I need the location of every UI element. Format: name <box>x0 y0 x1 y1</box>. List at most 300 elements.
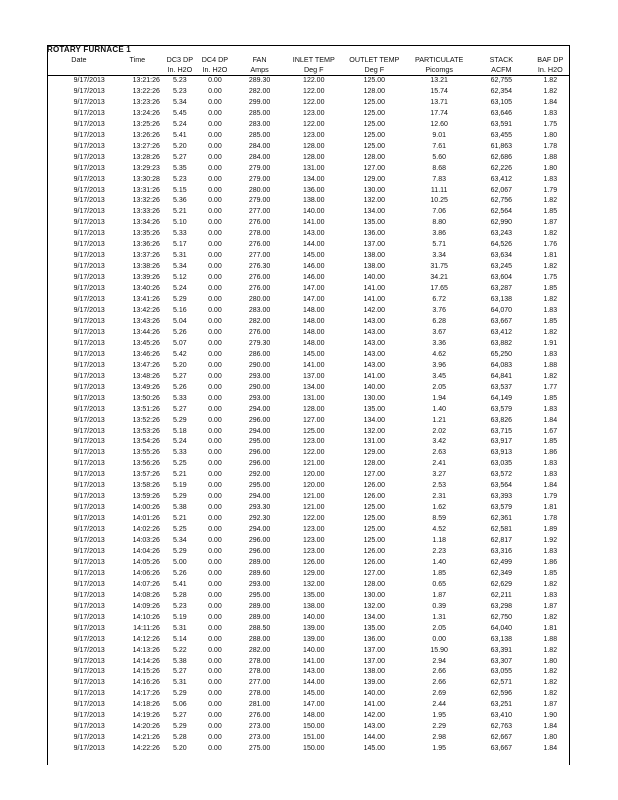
cell-stack-acfm: 64,149 <box>490 394 513 402</box>
cell-particulate: 5.60 <box>432 153 446 161</box>
table-row <box>47 525 570 536</box>
cell-dc4-dp: 0.00 <box>208 635 222 643</box>
cell-dc4-dp: 0.00 <box>208 723 222 731</box>
cell-fan-amps: 290.00 <box>248 361 271 369</box>
cell-date: 9/17/2013 <box>73 339 105 347</box>
cell-time: 14:02:26 <box>132 526 160 534</box>
cell-date: 9/17/2013 <box>73 427 105 435</box>
cell-baf-dp: 1.82 <box>543 77 558 84</box>
cell-dc3-dp: 5.27 <box>173 153 187 161</box>
cell-time: 13:35:26 <box>132 230 160 238</box>
cell-outlet-temp: 127.00 <box>363 164 386 172</box>
cell-particulate: 1.40 <box>432 405 446 413</box>
cell-dc3-dp: 5.28 <box>173 734 187 742</box>
cell-baf-dp: 1.87 <box>543 701 558 709</box>
table-row <box>47 361 570 372</box>
cell-time: 14:03:26 <box>132 537 160 545</box>
cell-baf-dp: 1.80 <box>543 131 558 139</box>
cell-baf-dp: 1.85 <box>543 394 558 402</box>
cell-inlet-temp: 121.00 <box>303 460 325 468</box>
cell-dc4-dp: 0.00 <box>208 230 222 238</box>
cell-inlet-temp: 138.00 <box>303 197 325 205</box>
cell-dc4-dp: 0.00 <box>208 328 222 336</box>
cell-inlet-temp: 151.00 <box>303 734 325 742</box>
cell-inlet-temp: 145.00 <box>303 350 325 358</box>
cell-dc3-dp: 5.26 <box>173 328 187 336</box>
cell-outlet-temp: 129.00 <box>363 175 386 183</box>
cell-inlet-temp: 121.00 <box>303 493 325 501</box>
cell-baf-dp: 1.84 <box>543 482 558 490</box>
cell-fan-amps: 293.00 <box>248 580 271 588</box>
cell-stack-acfm: 63,579 <box>490 405 513 413</box>
cell-baf-dp: 1.84 <box>543 723 558 731</box>
cell-dc4-dp: 0.00 <box>208 120 222 128</box>
cell-dc3-dp: 5.31 <box>173 252 187 260</box>
cell-particulate: 13.71 <box>430 98 448 106</box>
column-unit-date <box>47 65 111 76</box>
cell-stack-acfm: 63,055 <box>490 668 513 676</box>
cell-baf-dp: 1.88 <box>543 361 558 369</box>
cell-date: 9/17/2013 <box>73 438 105 446</box>
cell-inlet-temp: 131.00 <box>303 164 325 172</box>
cell-baf-dp: 1.83 <box>543 591 558 599</box>
table-row <box>47 448 570 459</box>
cell-date: 9/17/2013 <box>73 186 105 194</box>
cell-date: 9/17/2013 <box>73 547 105 555</box>
cell-dc3-dp: 5.36 <box>173 197 187 205</box>
cell-inlet-temp: 122.00 <box>303 515 325 523</box>
cell-date: 9/17/2013 <box>73 405 105 413</box>
cell-dc4-dp: 0.00 <box>208 252 222 260</box>
cell-dc3-dp: 5.34 <box>173 98 187 106</box>
cell-fan-amps: 277.00 <box>248 208 271 216</box>
table-row <box>47 646 570 657</box>
cell-outlet-temp: 128.00 <box>363 153 386 161</box>
column-header-particulate: PARTICULATE <box>415 55 464 64</box>
cell-particulate: 2.94 <box>432 657 446 665</box>
cell-stack-acfm: 62,596 <box>490 690 513 698</box>
cell-dc3-dp: 5.23 <box>173 77 187 84</box>
table-row <box>47 120 570 131</box>
cell-baf-dp: 1.82 <box>543 679 558 687</box>
cell-baf-dp: 1.82 <box>543 230 558 238</box>
cell-baf-dp: 1.85 <box>543 569 558 577</box>
cell-stack-acfm: 62,756 <box>490 197 513 205</box>
cell-particulate: 7.83 <box>432 175 446 183</box>
table-row <box>47 196 570 207</box>
cell-inlet-temp: 150.00 <box>303 723 325 731</box>
cell-time: 13:56:26 <box>132 460 160 468</box>
cell-inlet-temp: 150.00 <box>303 745 325 753</box>
cell-baf-dp: 1.82 <box>543 197 558 205</box>
cell-outlet-temp: 136.00 <box>363 635 386 643</box>
cell-stack-acfm: 62,349 <box>490 569 513 577</box>
table-row <box>47 109 570 120</box>
cell-dc4-dp: 0.00 <box>208 712 222 720</box>
cell-time: 13:32:26 <box>132 197 160 205</box>
cell-particulate: 15.90 <box>430 646 448 654</box>
cell-baf-dp: 1.82 <box>543 263 558 271</box>
cell-date: 9/17/2013 <box>73 701 105 709</box>
cell-inlet-temp: 148.00 <box>303 317 325 325</box>
cell-inlet-temp: 123.00 <box>303 131 325 139</box>
table-row <box>47 700 570 711</box>
cell-date: 9/17/2013 <box>73 197 105 205</box>
cell-time: 14:15:26 <box>132 668 160 676</box>
cell-dc4-dp: 0.00 <box>208 383 222 391</box>
cell-outlet-temp: 135.00 <box>363 405 386 413</box>
cell-time: 13:34:26 <box>132 219 160 227</box>
cell-baf-dp: 1.82 <box>543 646 558 654</box>
cell-fan-amps: 275.00 <box>248 745 271 753</box>
table-row <box>47 273 570 284</box>
cell-dc3-dp: 5.19 <box>173 613 187 621</box>
cell-baf-dp: 1.78 <box>543 142 558 150</box>
cell-baf-dp: 1.82 <box>543 328 558 336</box>
cell-dc4-dp: 0.00 <box>208 537 222 545</box>
cell-particulate: 3.34 <box>432 252 446 260</box>
cell-inlet-temp: 122.00 <box>303 77 325 84</box>
cell-stack-acfm: 63,882 <box>490 339 513 347</box>
table-row <box>47 558 570 569</box>
cell-particulate: 10.25 <box>430 197 448 205</box>
cell-fan-amps: 282.00 <box>248 646 271 654</box>
cell-baf-dp: 1.90 <box>543 712 558 720</box>
cell-fan-amps: 292.30 <box>248 515 271 523</box>
cell-fan-amps: 273.00 <box>248 723 271 731</box>
cell-particulate: 2.02 <box>432 427 446 435</box>
cell-outlet-temp: 138.00 <box>363 263 386 271</box>
cell-particulate: 12.60 <box>430 120 448 128</box>
cell-particulate: 2.44 <box>432 701 446 709</box>
column-unit-stack-acfm: ACFM <box>472 65 530 76</box>
column-unit-dc3-dp: In. H2O <box>164 65 196 76</box>
cell-stack-acfm: 63,646 <box>490 109 513 117</box>
cell-fan-amps: 294.00 <box>248 493 271 501</box>
cell-dc4-dp: 0.00 <box>208 175 222 183</box>
cell-stack-acfm: 62,571 <box>490 679 513 687</box>
cell-stack-acfm: 62,067 <box>490 186 513 194</box>
cell-particulate: 8.59 <box>432 515 446 523</box>
cell-dc4-dp: 0.00 <box>208 668 222 676</box>
table-row <box>47 427 570 438</box>
cell-outlet-temp: 145.00 <box>363 745 386 753</box>
cell-fan-amps: 278.00 <box>248 690 271 698</box>
cell-date: 9/17/2013 <box>73 558 105 566</box>
table-row <box>47 459 570 470</box>
cell-outlet-temp: 125.00 <box>363 142 386 150</box>
column-header-date: Date <box>71 55 87 64</box>
cell-baf-dp: 1.88 <box>543 635 558 643</box>
cell-particulate: 4.52 <box>432 526 446 534</box>
cell-dc4-dp: 0.00 <box>208 416 222 424</box>
cell-fan-amps: 276.30 <box>248 263 271 271</box>
cell-stack-acfm: 62,990 <box>490 219 513 227</box>
table-row <box>47 186 570 197</box>
cell-time: 14:14:26 <box>132 657 160 665</box>
cell-inlet-temp: 143.00 <box>303 230 325 238</box>
cell-dc4-dp: 0.00 <box>208 153 222 161</box>
cell-dc3-dp: 5.23 <box>173 602 187 610</box>
cell-stack-acfm: 63,667 <box>490 317 513 325</box>
cell-baf-dp: 1.80 <box>543 657 558 665</box>
cell-particulate: 1.21 <box>432 416 446 424</box>
cell-baf-dp: 1.83 <box>543 460 558 468</box>
cell-baf-dp: 1.85 <box>543 208 558 216</box>
cell-date: 9/17/2013 <box>73 307 105 315</box>
cell-fan-amps: 276.00 <box>248 285 271 293</box>
cell-inlet-temp: 148.00 <box>303 307 325 315</box>
cell-particulate: 17.65 <box>430 285 448 293</box>
table-row <box>47 470 570 481</box>
cell-date: 9/17/2013 <box>73 526 105 534</box>
cell-outlet-temp: 125.00 <box>363 515 386 523</box>
cell-stack-acfm: 63,667 <box>490 745 513 753</box>
cell-baf-dp: 1.76 <box>543 241 558 249</box>
cell-time: 13:43:26 <box>132 317 160 325</box>
cell-dc3-dp: 5.24 <box>173 120 187 128</box>
cell-outlet-temp: 125.00 <box>363 504 386 512</box>
cell-fan-amps: 280.00 <box>248 186 271 194</box>
cell-stack-acfm: 63,564 <box>490 482 513 490</box>
cell-fan-amps: 285.00 <box>248 109 271 117</box>
table-row <box>47 722 570 733</box>
cell-date: 9/17/2013 <box>73 504 105 512</box>
cell-dc3-dp: 5.22 <box>173 646 187 654</box>
cell-inlet-temp: 139.00 <box>303 635 325 643</box>
cell-fan-amps: 276.00 <box>248 219 271 227</box>
table-body <box>47 76 570 756</box>
cell-time: 13:57:26 <box>132 471 160 479</box>
table-row <box>47 657 570 668</box>
cell-inlet-temp: 140.00 <box>303 208 325 216</box>
cell-inlet-temp: 140.00 <box>303 646 325 654</box>
cell-date: 9/17/2013 <box>73 230 105 238</box>
cell-stack-acfm: 64,526 <box>490 241 513 249</box>
cell-baf-dp: 1.80 <box>543 164 558 172</box>
column-unit-time <box>111 65 164 76</box>
cell-outlet-temp: 141.00 <box>363 701 386 709</box>
cell-fan-amps: 283.00 <box>248 120 271 128</box>
cell-dc3-dp: 5.07 <box>173 339 187 347</box>
cell-dc4-dp: 0.00 <box>208 657 222 665</box>
cell-dc3-dp: 5.19 <box>173 482 187 490</box>
cell-baf-dp: 1.67 <box>543 427 558 435</box>
cell-baf-dp: 1.82 <box>543 690 558 698</box>
table-row <box>47 405 570 416</box>
cell-time: 13:30:28 <box>132 175 160 183</box>
cell-dc3-dp: 5.45 <box>173 109 187 117</box>
cell-inlet-temp: 144.00 <box>303 241 325 249</box>
cell-stack-acfm: 63,307 <box>490 657 513 665</box>
cell-time: 14:17:26 <box>132 690 160 698</box>
cell-dc3-dp: 5.21 <box>173 208 187 216</box>
cell-stack-acfm: 62,226 <box>490 164 513 172</box>
cell-date: 9/17/2013 <box>73 263 105 271</box>
cell-time: 13:28:26 <box>132 153 160 161</box>
cell-dc4-dp: 0.00 <box>208 526 222 534</box>
cell-dc3-dp: 5.26 <box>173 569 187 577</box>
table-row <box>47 207 570 218</box>
cell-particulate: 3.45 <box>432 372 446 380</box>
cell-particulate: 2.98 <box>432 734 446 742</box>
cell-dc4-dp: 0.00 <box>208 142 222 150</box>
cell-time: 13:58:26 <box>132 482 160 490</box>
cell-stack-acfm: 63,604 <box>490 274 513 282</box>
cell-dc4-dp: 0.00 <box>208 361 222 369</box>
cell-time: 14:05:26 <box>132 558 160 566</box>
cell-outlet-temp: 132.00 <box>363 602 386 610</box>
table-row <box>47 492 570 503</box>
cell-baf-dp: 1.83 <box>543 175 558 183</box>
table-row <box>47 580 570 591</box>
cell-dc4-dp: 0.00 <box>208 241 222 249</box>
cell-fan-amps: 273.00 <box>248 734 271 742</box>
cell-baf-dp: 1.79 <box>543 186 558 194</box>
cell-particulate: 15.74 <box>430 87 448 95</box>
cell-fan-amps: 296.00 <box>248 547 271 555</box>
cell-inlet-temp: 120.00 <box>303 482 325 490</box>
cell-time: 13:23:26 <box>132 98 160 106</box>
cell-fan-amps: 284.00 <box>248 142 271 150</box>
table-row <box>47 153 570 164</box>
cell-fan-amps: 276.00 <box>248 328 271 336</box>
cell-date: 9/17/2013 <box>73 274 105 282</box>
cell-outlet-temp: 130.00 <box>363 394 386 402</box>
cell-inlet-temp: 147.00 <box>303 296 325 304</box>
cell-outlet-temp: 125.00 <box>363 98 386 106</box>
cell-baf-dp: 1.89 <box>543 526 558 534</box>
cell-particulate: 2.31 <box>432 493 446 501</box>
table-header <box>47 55 570 76</box>
table-row <box>47 251 570 262</box>
cell-outlet-temp: 126.00 <box>363 493 386 501</box>
cell-dc3-dp: 5.23 <box>173 87 187 95</box>
cell-inlet-temp: 123.00 <box>303 547 325 555</box>
cell-outlet-temp: 131.00 <box>363 438 386 446</box>
cell-fan-amps: 282.00 <box>248 87 271 95</box>
cell-dc3-dp: 5.20 <box>173 361 187 369</box>
cell-fan-amps: 288.50 <box>248 624 271 632</box>
cell-dc3-dp: 5.31 <box>173 624 187 632</box>
cell-time: 13:27:26 <box>132 142 160 150</box>
table-row <box>47 175 570 186</box>
cell-baf-dp: 1.87 <box>543 602 558 610</box>
cell-dc3-dp: 5.14 <box>173 635 187 643</box>
cell-date: 9/17/2013 <box>73 120 105 128</box>
cell-particulate: 2.41 <box>432 460 446 468</box>
cell-inlet-temp: 122.00 <box>303 87 325 95</box>
cell-fan-amps: 289.00 <box>248 558 271 566</box>
cell-stack-acfm: 63,245 <box>490 263 513 271</box>
cell-time: 13:33:26 <box>132 208 160 216</box>
cell-dc3-dp: 5.41 <box>173 131 187 139</box>
column-header-dc3-dp: DC3 DP <box>166 55 194 64</box>
cell-particulate: 8.80 <box>432 219 446 227</box>
cell-dc4-dp: 0.00 <box>208 646 222 654</box>
cell-time: 13:55:26 <box>132 449 160 457</box>
cell-dc4-dp: 0.00 <box>208 701 222 709</box>
cell-baf-dp: 1.88 <box>543 153 558 161</box>
cell-dc3-dp: 5.31 <box>173 679 187 687</box>
cell-fan-amps: 279.00 <box>248 175 271 183</box>
column-unit-baf-dp: In. H2O <box>531 65 570 76</box>
cell-outlet-temp: 141.00 <box>363 372 386 380</box>
cell-time: 13:24:26 <box>132 109 160 117</box>
cell-dc3-dp: 5.24 <box>173 438 187 446</box>
table-row <box>47 317 570 328</box>
cell-fan-amps: 290.00 <box>248 383 271 391</box>
cell-fan-amps: 276.00 <box>248 712 271 720</box>
cell-baf-dp: 1.75 <box>543 120 558 128</box>
table-row <box>47 744 570 755</box>
cell-outlet-temp: 128.00 <box>363 460 386 468</box>
cell-time: 14:19:26 <box>132 712 160 720</box>
cell-baf-dp: 1.81 <box>543 252 558 260</box>
cell-dc3-dp: 5.29 <box>173 493 187 501</box>
table-row <box>47 87 570 98</box>
cell-baf-dp: 1.85 <box>543 438 558 446</box>
cell-stack-acfm: 62,629 <box>490 580 513 588</box>
cell-inlet-temp: 147.00 <box>303 285 325 293</box>
cell-stack-acfm: 62,499 <box>490 558 513 566</box>
cell-stack-acfm: 63,298 <box>490 602 513 610</box>
cell-outlet-temp: 126.00 <box>363 482 386 490</box>
cell-fan-amps: 277.00 <box>248 252 271 260</box>
cell-outlet-temp: 132.00 <box>363 427 386 435</box>
cell-outlet-temp: 126.00 <box>363 558 386 566</box>
cell-stack-acfm: 63,826 <box>490 416 513 424</box>
cell-particulate: 8.68 <box>432 164 446 172</box>
cell-inlet-temp: 132.00 <box>303 580 325 588</box>
table-row <box>47 328 570 339</box>
cell-time: 14:06:26 <box>132 569 160 577</box>
cell-date: 9/17/2013 <box>73 383 105 391</box>
cell-baf-dp: 1.82 <box>543 372 558 380</box>
cell-stack-acfm: 64,083 <box>490 361 513 369</box>
cell-dc4-dp: 0.00 <box>208 87 222 95</box>
cell-stack-acfm: 63,579 <box>490 504 513 512</box>
cell-inlet-temp: 148.00 <box>303 339 325 347</box>
cell-time: 13:26:26 <box>132 131 160 139</box>
cell-time: 13:54:26 <box>132 438 160 446</box>
cell-particulate: 6.72 <box>432 296 446 304</box>
cell-dc4-dp: 0.00 <box>208 515 222 523</box>
cell-stack-acfm: 62,581 <box>490 526 513 534</box>
cell-particulate: 9.01 <box>432 131 446 139</box>
cell-dc4-dp: 0.00 <box>208 504 222 512</box>
cell-dc3-dp: 5.27 <box>173 405 187 413</box>
cell-outlet-temp: 125.00 <box>363 109 386 117</box>
cell-baf-dp: 1.92 <box>543 537 558 545</box>
cell-outlet-temp: 143.00 <box>363 723 386 731</box>
cell-outlet-temp: 125.00 <box>363 120 386 128</box>
table-row <box>47 98 570 109</box>
cell-stack-acfm: 63,591 <box>490 120 513 128</box>
cell-baf-dp: 1.81 <box>543 504 558 512</box>
cell-inlet-temp: 123.00 <box>303 526 325 534</box>
cell-time: 14:16:26 <box>132 679 160 687</box>
cell-inlet-temp: 122.00 <box>303 98 325 106</box>
table-row <box>47 131 570 142</box>
cell-time: 13:41:26 <box>132 296 160 304</box>
cell-date: 9/17/2013 <box>73 241 105 249</box>
cell-stack-acfm: 63,537 <box>490 383 513 391</box>
cell-dc3-dp: 5.20 <box>173 142 187 150</box>
cell-dc3-dp: 5.21 <box>173 515 187 523</box>
cell-baf-dp: 1.86 <box>543 449 558 457</box>
cell-inlet-temp: 140.00 <box>303 613 325 621</box>
